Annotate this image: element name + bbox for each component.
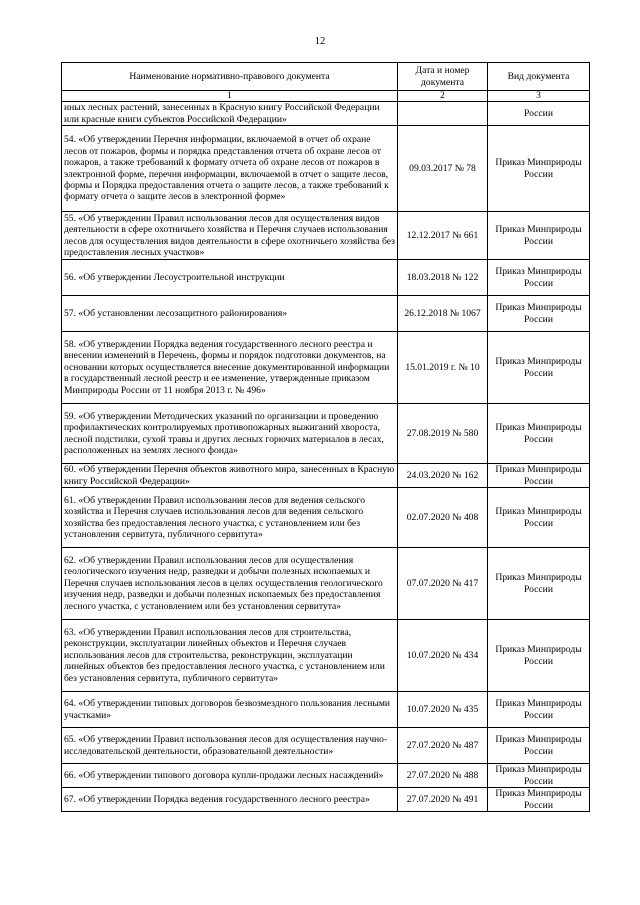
document-kind: Приказ Минприроды России <box>488 788 590 812</box>
document-name: 67. «Об утверждении Порядка ведения государственного лесного реестра» <box>62 788 398 812</box>
document-date-number: 09.03.2017 № 78 <box>398 126 488 212</box>
document-kind: Приказ Минприроды России <box>488 126 590 212</box>
table-row <box>62 488 590 548</box>
document-date-number <box>398 102 488 126</box>
table-row <box>62 728 590 764</box>
document-kind: Приказ Минприроды России <box>488 464 590 488</box>
page-number: 12 <box>314 36 326 47</box>
document-name: 60. «Об утверждении Перечня объектов животного мира, занесенных в Красную книгу Российской Федерации» <box>62 464 398 488</box>
document-kind: Приказ Минприроды России <box>488 260 590 296</box>
document-kind: Приказ Минприроды России <box>488 692 590 728</box>
table-row <box>62 788 590 812</box>
table-row <box>62 464 590 488</box>
document-name: 65. «Об утверждении Правил использования лесов для осуществления научно-исследовательской деятельности, образовательной деятельности» <box>62 728 398 764</box>
document-name: 58. «Об утверждении Порядка ведения государственного лесного реестра и внесении изменений в Перечень, формы и порядок подготовки документов, на основании которых осуществляется внесение документированной информации в государственный лесной реестр и ее изменение, утвержденные приказом Минприроды России от 11 ноября 2013 г. № 496» <box>62 332 398 404</box>
header-kind: Вид документа <box>488 63 590 91</box>
table-row <box>62 126 590 212</box>
document-kind: Приказ Минприроды России <box>488 296 590 332</box>
document-name: 66. «Об утверждении типового договора купли-продажи лесных насаждений» <box>62 764 398 788</box>
table-row <box>62 102 590 126</box>
table-row <box>62 692 590 728</box>
document-name: 54. «Об утверждении Перечня информации, включаемой в отчет об охране лесов от пожаров, формы и порядка представления отчета об охране лесов от пожаров, а также требований к формату отчета об охране лесов от пожаров в электронной форме, перечня информации, включаемой в отчет о защите лесов, формы и Порядка предоставления отчета о защите лесов, а также требований к формату отчета о защите лесов в электронной форме» <box>62 126 398 212</box>
column-numbers-row <box>62 91 590 102</box>
document-kind: Приказ Минприроды России <box>488 488 590 548</box>
document-name: 55. «Об утверждении Правил использования лесов для осуществления видов деятельности в сфере охотничьего хозяйства и Перечня случаев использования лесов для осуществления видов деятельности в сфере охотничьего хозяйства без предоставления лесных участков» <box>62 212 398 260</box>
document-kind: Приказ Минприроды России <box>488 212 590 260</box>
table-row <box>62 548 590 620</box>
document-date-number: 27.07.2020 № 487 <box>398 728 488 764</box>
document-date-number: 15.01.2019 г. № 10 <box>398 332 488 404</box>
document-name: 56. «Об утверждении Лесоустроительной инструкции <box>62 260 398 296</box>
document-name: 61. «Об утверждении Правил использования лесов для ведения сельского хозяйства и Перечня случаев использования лесов для ведения сельского хозяйства без предоставления лесного участка, с установлением или без установления сервитута, публичного сервитута» <box>62 488 398 548</box>
document-date-number: 12.12.2017 № 661 <box>398 212 488 260</box>
document-name: 59. «Об утверждении Методических указаний по организации и проведению профилактических контролируемых противопожарных выжиганий хвороста, лесной подстилки, сухой травы и других лесных горючих материалов в лесах, расположенных на землях лесного фонда» <box>62 404 398 464</box>
document-name: 64. «Об утверждении типовых договоров безвозмездного пользования лесными участками» <box>62 692 398 728</box>
document-date-number: 10.07.2020 № 435 <box>398 692 488 728</box>
document-kind: России <box>488 102 590 126</box>
document-date-number: 02.07.2020 № 408 <box>398 488 488 548</box>
document-date-number: 27.07.2020 № 491 <box>398 788 488 812</box>
document-date-number: 26.12.2018 № 1067 <box>398 296 488 332</box>
table-row <box>62 620 590 692</box>
document-date-number: 07.07.2020 № 417 <box>398 548 488 620</box>
documents-table <box>61 62 590 812</box>
column-number: 1 <box>62 91 398 102</box>
header-name: Наименование нормативно-правового документа <box>62 63 398 91</box>
document-kind: Приказ Минприроды России <box>488 728 590 764</box>
document-name: 57. «Об установлении лесозащитного районирования» <box>62 296 398 332</box>
document-date-number: 10.07.2020 № 434 <box>398 620 488 692</box>
document-name: 63. «Об утверждении Правил использования лесов для строительства, реконструкции, эксплуатации линейных объектов и Перечня случаев использования лесов для строительства, реконструкции, эксплуатации линейных объектов без предоставления лесного участка, с установлением или без установления сервитута, публичного сервитута» <box>62 620 398 692</box>
header-date: Дата и номер документа <box>398 63 488 91</box>
table-row <box>62 404 590 464</box>
document-kind: Приказ Минприроды России <box>488 404 590 464</box>
column-number: 2 <box>398 91 488 102</box>
document-name: иных лесных растений, занесенных в Красную книгу Российской Федерации или красные книги субъектов Российской Федерации» <box>62 102 398 126</box>
table-row <box>62 764 590 788</box>
document-kind: Приказ Минприроды России <box>488 332 590 404</box>
table-row <box>62 212 590 260</box>
table-row <box>62 296 590 332</box>
document-date-number: 24.03.2020 № 162 <box>398 464 488 488</box>
table-header-row <box>62 63 590 91</box>
document-kind: Приказ Минприроды России <box>488 764 590 788</box>
document-kind: Приказ Минприроды России <box>488 548 590 620</box>
table-row <box>62 260 590 296</box>
document-name: 62. «Об утверждении Правил использования лесов для осуществления геологического изучения недр, разведки и добычи полезных ископаемых и Перечня случаев использования лесов в целях осуществления геологического изучения недр, разведки и добычи полезных ископаемых без предоставления лесного участка, с установлением или без установления сервитута» <box>62 548 398 620</box>
document-date-number: 18.03.2018 № 122 <box>398 260 488 296</box>
document-kind: Приказ Минприроды России <box>488 620 590 692</box>
table-row <box>62 332 590 404</box>
column-number: 3 <box>488 91 590 102</box>
document-date-number: 27.07.2020 № 488 <box>398 764 488 788</box>
document-date-number: 27.08.2019 № 580 <box>398 404 488 464</box>
